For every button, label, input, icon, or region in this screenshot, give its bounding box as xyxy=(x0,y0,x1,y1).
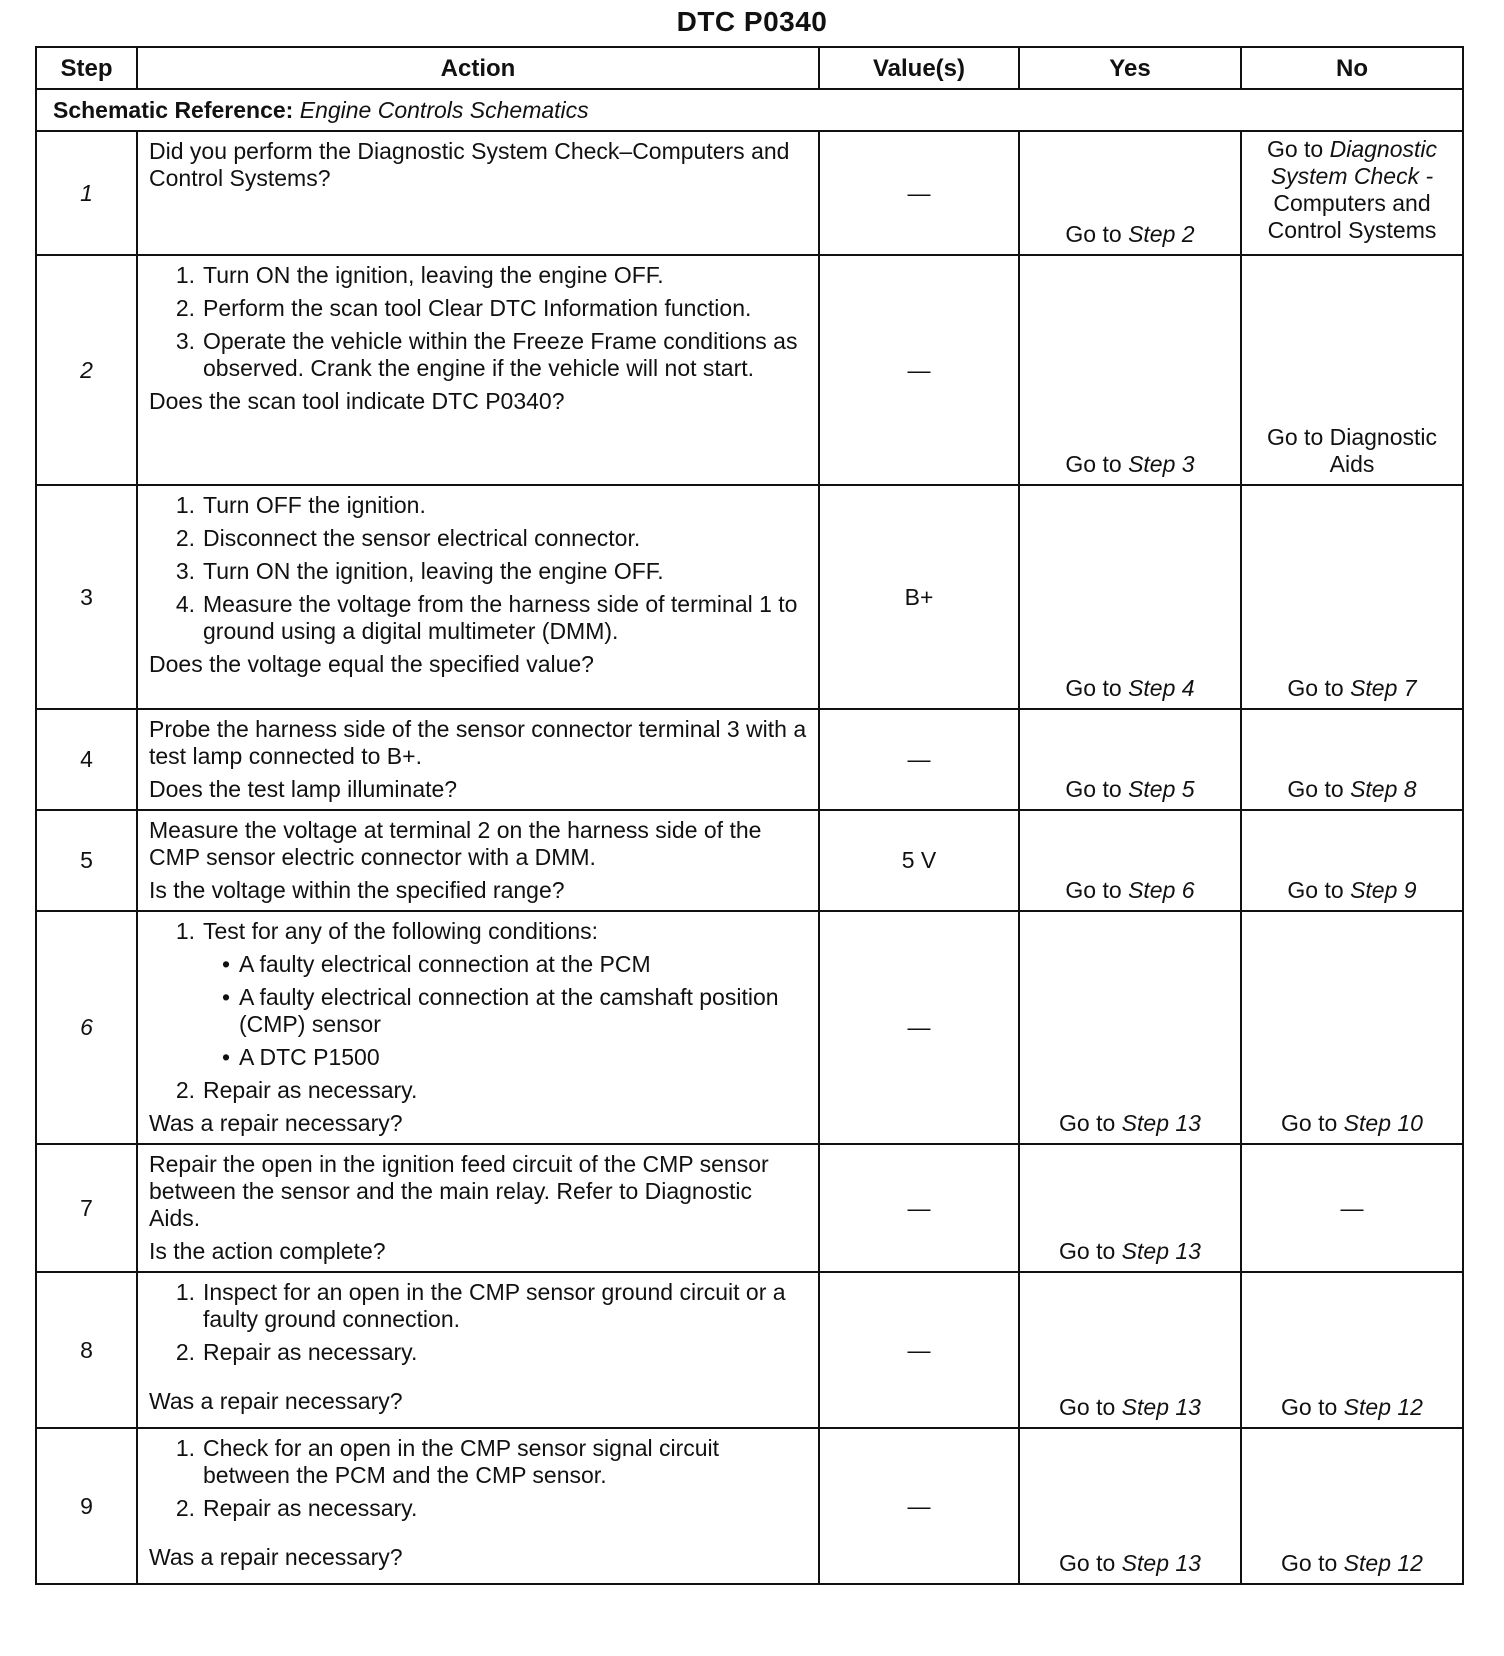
action-bullet: • A DTC P1500 xyxy=(221,1044,380,1070)
yes-prefix: Go to xyxy=(1065,221,1129,247)
table-row xyxy=(36,911,1463,1144)
schematic-reference-row xyxy=(36,89,1463,131)
no-suffix: Computers and Control Systems xyxy=(1267,190,1437,243)
step-number: 9 xyxy=(36,1428,137,1584)
table-row xyxy=(36,1272,1463,1428)
spacer xyxy=(149,1522,808,1544)
action-item: 4. Measure the voltage from the harness side of terminal 1 to ground using a digital multimeter (DMM). xyxy=(175,591,798,644)
no-cell: — xyxy=(1241,1144,1463,1272)
yes-cell xyxy=(1019,810,1241,911)
yes-step-link[interactable]: Step 2 xyxy=(1128,221,1195,247)
action-item: 2. Disconnect the sensor electrical connector. xyxy=(175,525,641,551)
value-cell: — xyxy=(819,255,1019,485)
yes-step-link[interactable]: Step 3 xyxy=(1128,451,1195,477)
step-number: 8 xyxy=(36,1272,137,1428)
action-item: 2. Repair as necessary. xyxy=(175,1495,418,1521)
no-prefix: Go to xyxy=(1281,1550,1344,1576)
action-text: Did you perform the Diagnostic System Check–Computers and Control Systems? xyxy=(149,138,790,191)
value-cell: — xyxy=(819,709,1019,810)
table-row xyxy=(36,131,1463,255)
action-item: 2. Perform the scan tool Clear DTC Information function. xyxy=(175,295,752,321)
yes-prefix: Go to xyxy=(1059,1550,1122,1576)
no-cell xyxy=(1241,1428,1463,1584)
yes-step-link[interactable]: Step 4 xyxy=(1128,675,1195,701)
no-prefix: Go to xyxy=(1281,1394,1344,1420)
page-title: DTC P0340 xyxy=(676,6,828,37)
action-cell xyxy=(137,1144,819,1272)
yes-cell xyxy=(1019,709,1241,810)
yes-prefix: Go to xyxy=(1059,1110,1122,1136)
step-number: 2 xyxy=(36,255,137,485)
table-row xyxy=(36,485,1463,709)
yes-cell xyxy=(1019,911,1241,1144)
no-prefix: Go to xyxy=(1266,136,1330,162)
action-question: Does the scan tool indicate DTC P0340? xyxy=(149,388,565,414)
no-cell xyxy=(1241,1272,1463,1428)
value-cell: — xyxy=(819,911,1019,1144)
yes-prefix: Go to xyxy=(1065,776,1129,802)
action-cell xyxy=(137,255,819,485)
action-text: Repair the open in the ignition feed circuit of the CMP sensor between the sensor and the main relay. Refer to Diagnostic Aids. xyxy=(149,1151,769,1231)
yes-step-link[interactable]: Step 13 xyxy=(1121,1110,1201,1136)
header-row xyxy=(36,47,1463,89)
no-cell xyxy=(1241,255,1463,485)
action-item: 1. Test for any of the following conditions: xyxy=(175,918,599,944)
yes-cell xyxy=(1019,1272,1241,1428)
yes-prefix: Go to xyxy=(1065,451,1129,477)
value-cell: — xyxy=(819,131,1019,255)
action-item: 1. Check for an open in the CMP sensor signal circuit between the PCM and the CMP sensor. xyxy=(175,1435,720,1488)
yes-cell xyxy=(1019,485,1241,709)
step-number: 5 xyxy=(36,810,137,911)
action-question: Does the test lamp illuminate? xyxy=(149,776,458,802)
step-number: 3 xyxy=(36,485,137,709)
yes-prefix: Go to xyxy=(1059,1394,1122,1420)
diagnostic-table xyxy=(35,46,1464,1585)
action-item: 1. Turn ON the ignition, leaving the engine OFF. xyxy=(175,262,664,288)
header-values: Value(s) xyxy=(819,47,1019,89)
action-cell xyxy=(137,709,819,810)
header-no: No xyxy=(1241,47,1463,89)
table-row xyxy=(36,1428,1463,1584)
action-cell xyxy=(137,131,819,255)
action-question: Was a repair necessary? xyxy=(149,1544,403,1570)
value-cell: — xyxy=(819,1428,1019,1584)
no-cell xyxy=(1241,485,1463,709)
no-prefix: Go to xyxy=(1287,675,1351,701)
step-number: 4 xyxy=(36,709,137,810)
action-cell xyxy=(137,1428,819,1584)
no-cell xyxy=(1241,810,1463,911)
action-bullet: • A faulty electrical connection at the camshaft position (CMP) sensor xyxy=(221,984,779,1037)
action-cell xyxy=(137,911,819,1144)
no-link[interactable]: Go to Diagnostic Aids xyxy=(1266,424,1438,477)
table-row xyxy=(36,1144,1463,1272)
yes-step-link[interactable]: Step 6 xyxy=(1128,877,1195,903)
no-step-link[interactable]: Step 9 xyxy=(1350,877,1417,903)
action-item: 3. Turn ON the ignition, leaving the engine OFF. xyxy=(175,558,664,584)
action-question: Is the action complete? xyxy=(149,1238,386,1264)
action-text: Probe the harness side of the sensor connector terminal 3 with a test lamp connected to B+. xyxy=(149,716,807,769)
value-cell: B+ xyxy=(819,485,1019,709)
yes-prefix: Go to xyxy=(1065,877,1129,903)
step-number: 6 xyxy=(36,911,137,1144)
reference-value: Engine Controls Schematics xyxy=(299,96,589,123)
action-question: Is the voltage within the specified range? xyxy=(149,877,565,903)
no-prefix: Go to xyxy=(1281,1110,1344,1136)
step-number: 1 xyxy=(36,131,137,255)
value-cell: — xyxy=(819,1272,1019,1428)
no-step-link[interactable]: Step 12 xyxy=(1343,1550,1423,1576)
yes-step-link[interactable]: Step 5 xyxy=(1128,776,1195,802)
action-question: Does the voltage equal the specified value? xyxy=(149,651,594,677)
action-cell xyxy=(137,1272,819,1428)
table-row xyxy=(36,810,1463,911)
yes-prefix: Go to xyxy=(1065,675,1129,701)
yes-prefix: Go to xyxy=(1059,1238,1122,1264)
no-step-link[interactable]: Step 12 xyxy=(1343,1394,1423,1420)
no-cell xyxy=(1241,131,1463,255)
value-cell: — xyxy=(819,1144,1019,1272)
action-bullet: • A faulty electrical connection at the PCM xyxy=(221,951,651,977)
header-step: Step xyxy=(36,47,137,89)
action-cell xyxy=(137,810,819,911)
yes-step-link[interactable]: Step 13 xyxy=(1121,1550,1201,1576)
action-text: Measure the voltage at terminal 2 on the harness side of the CMP sensor electric connector with a DMM. xyxy=(149,817,762,870)
table-row xyxy=(36,255,1463,485)
action-item: 2. Repair as necessary. xyxy=(175,1339,418,1365)
no-step-link[interactable]: Diagnostic System Check - xyxy=(1270,136,1438,189)
no-prefix: Go to xyxy=(1287,776,1351,802)
header-yes: Yes xyxy=(1019,47,1241,89)
action-item: 1. Inspect for an open in the CMP sensor ground circuit or a faulty ground connection. xyxy=(175,1279,786,1332)
header-action: Action xyxy=(137,47,819,89)
yes-cell xyxy=(1019,1428,1241,1584)
table-row xyxy=(36,709,1463,810)
yes-step-link[interactable]: Step 13 xyxy=(1121,1238,1201,1264)
step-number: 7 xyxy=(36,1144,137,1272)
spacer xyxy=(149,1366,808,1388)
yes-step-link[interactable]: Step 13 xyxy=(1121,1394,1201,1420)
action-item: 3. Operate the vehicle within the Freeze Frame conditions as observed. Crank the engine if the vehicle will not start. xyxy=(175,328,798,381)
no-cell xyxy=(1241,911,1463,1144)
value-cell: 5 V xyxy=(819,810,1019,911)
action-item: 2. Repair as necessary. xyxy=(175,1077,418,1103)
reference-label: Schematic Reference: xyxy=(53,96,294,123)
yes-cell xyxy=(1019,131,1241,255)
yes-cell xyxy=(1019,255,1241,485)
no-step-link[interactable]: Step 7 xyxy=(1350,675,1417,701)
action-question: Was a repair necessary? xyxy=(149,1110,403,1136)
no-step-link[interactable]: Step 10 xyxy=(1343,1110,1423,1136)
no-prefix: Go to xyxy=(1287,877,1351,903)
yes-cell xyxy=(1019,1144,1241,1272)
action-cell xyxy=(137,485,819,709)
action-item: 1. Turn OFF the ignition. xyxy=(175,492,426,518)
action-question: Was a repair necessary? xyxy=(149,1388,403,1414)
schematic-reference xyxy=(36,89,1463,131)
no-step-link[interactable]: Step 8 xyxy=(1350,776,1417,802)
no-cell xyxy=(1241,709,1463,810)
